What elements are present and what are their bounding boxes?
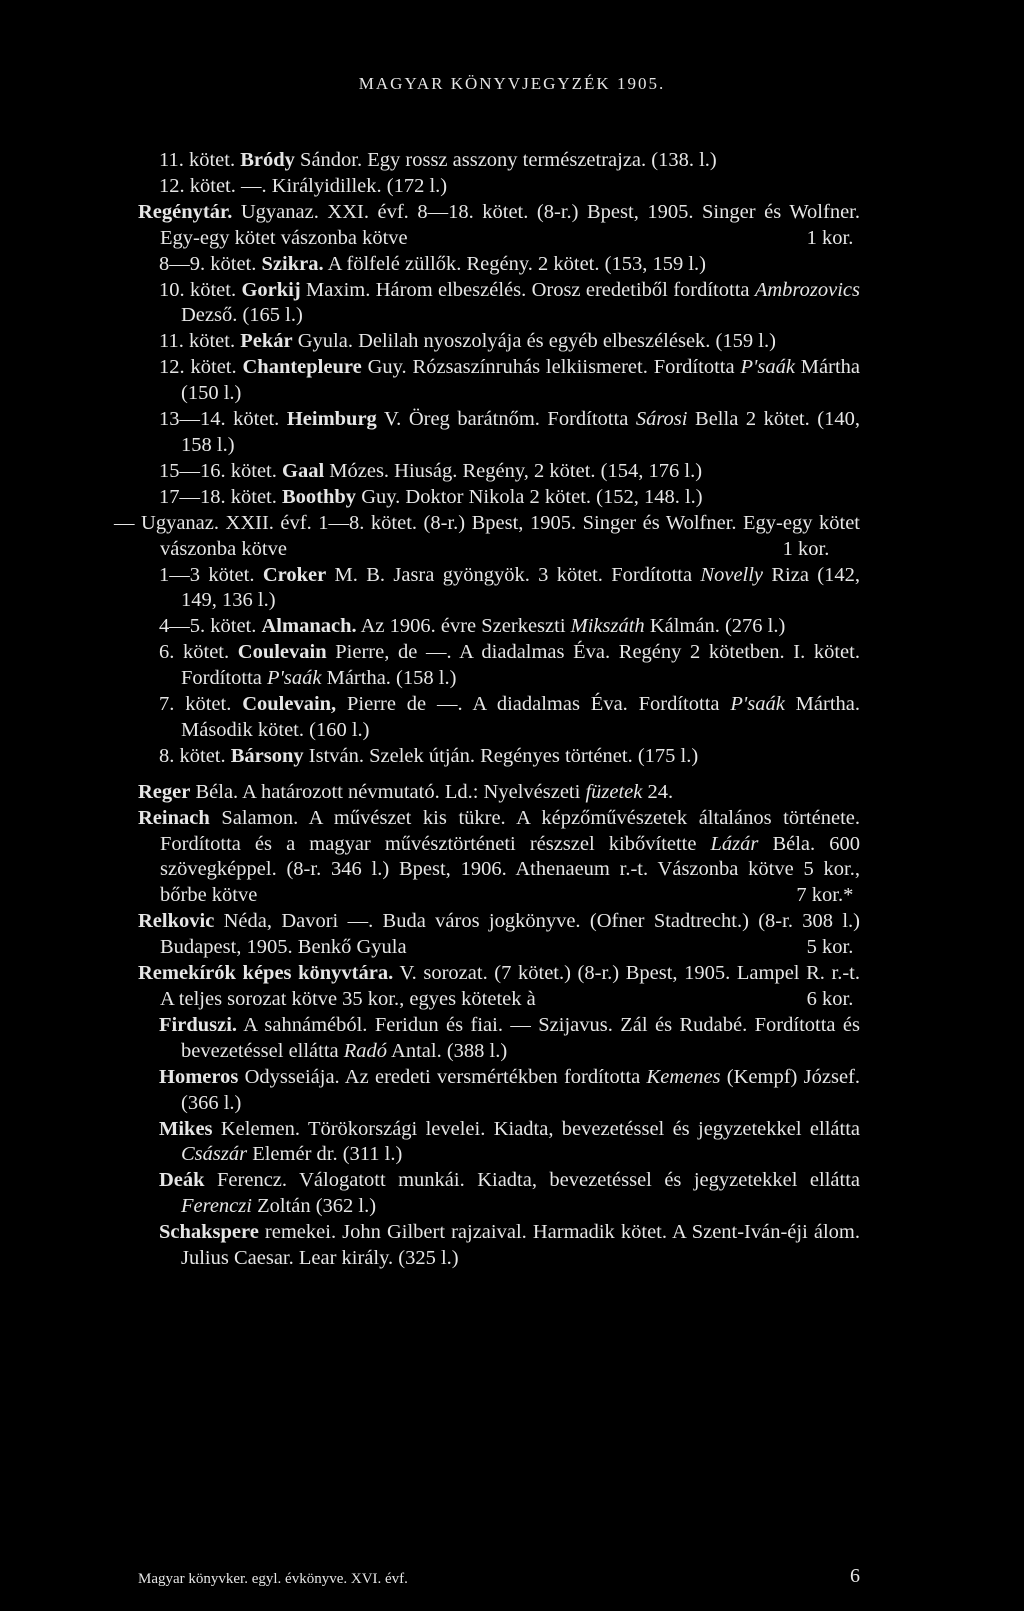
author-name: Mikes: [159, 1117, 213, 1140]
author-name: Coulevain,: [242, 693, 337, 716]
author-name: Bródy: [240, 149, 295, 171]
price: 7 kor.*: [796, 884, 854, 907]
entry: Regénytár. Ugyanaz. XXI. évf. 8—18. kötet. (8-r.) Bpest, 1905. Singer és Wolfner. Egy-egy kötet vászonba kötve 1 kor.: [138, 200, 860, 252]
entry: 8—9. kötet. Szikra. A fölfelé züllők. Regény. 2 kötet. (153, 159 l.): [159, 252, 706, 275]
entry: 7. kötet. Coulevain, Pierre de —. A diadalmas Éva. Fordította P'saák Mártha. Második kötet. (160 l.): [159, 693, 860, 741]
entry: 11. kötet. Pekár Gyula. Delilah nyoszolyája és egyéb elbeszélések. (159 l.): [159, 330, 776, 353]
title-name: Almanach.: [261, 615, 357, 638]
translator-name: Radó: [343, 1039, 388, 1062]
entry: 8. kötet. Bársony István. Szelek útján. Regényes történet. (175 l.): [159, 744, 699, 767]
page-number: 6: [850, 1565, 860, 1587]
editor-name: Mikszáth: [570, 615, 645, 638]
entry: Relkovic Néda, Davori —. Buda város jogkönyve. (Ofner Stadtrecht.) (8-r. 308 l.) Budapest, 1905. Benkő Gyula 5 kor.: [138, 909, 860, 961]
entry: 12. kötet. Chantepleure Guy. Rózsaszínruhás lelkiismeret. Fordította P'saák Mártha (150 l.): [159, 356, 860, 405]
author-name: Relkovic: [138, 910, 215, 933]
entry: 10. kötet. Gorkij Maxim. Három elbeszélés. Orosz eredetiből fordította Ambrozovics Dezső. (165 l.): [159, 278, 860, 327]
author-name: Homeros: [159, 1065, 239, 1088]
author-name: Boothby: [282, 485, 357, 508]
running-footer: [138, 1565, 860, 1588]
entry: Reger Béla. A határozott névmutató. Ld.: Nyelvészeti füzetek 24.: [138, 780, 674, 803]
author-name: Heimburg: [286, 408, 377, 431]
entry: 6. kötet. Coulevain Pierre, de —. A diadalmas Éva. Regény 2 kötetben. I. kötet. Fordította P'saák Mártha. (158 l.): [159, 641, 860, 690]
entry: 15—16. kötet. Gaal Mózes. Hiuság. Regény, 2 kötet. (154, 176 l.): [159, 459, 703, 482]
author-name: Deák: [159, 1169, 205, 1192]
entry: 4—5. kötet. Almanach. Az 1906. évre Szerkeszti Mikszáth Kálmán. (276 l.): [159, 615, 786, 638]
price: 6 kor.: [806, 988, 854, 1010]
entry: — Ugyanaz. XXII. évf. 1—8. kötet. (8-r.) Bpest, 1905. Singer és Wolfner. Egy-egy kötet vászonba kötve 1 kor.: [114, 511, 860, 563]
translator-name: Ambrozovics: [754, 278, 860, 301]
price: 1 kor.: [806, 226, 854, 249]
author-name: Bársony: [230, 744, 304, 767]
translator-name: Lázár: [710, 832, 759, 855]
entry: Reinach Salamon. A művészet kis tükre. A képzőművészetek általános története. Fordította és a magyar művésztörténeti részszel kibővítette Lázár Béla. 600 szövegképpel. (8-r. 346 l.) Bpest, 1906. Athenaeum r.-t. Vászonba kötve 5 kor., bőrbe kötve 7 kor.*: [138, 806, 860, 910]
entry: Firduszi. A sahnáméból. Feridun és fiai. — Szijavus. Zál és Rudabé. Fordította és bevezetéssel ellátta Radó Antal. (388 l.): [159, 1013, 860, 1062]
entry: 12. kötet. —. Királyidillek. (172 l.): [159, 174, 448, 197]
author-name: Schakspere: [159, 1221, 259, 1244]
editor-name: Ferenczi: [181, 1195, 252, 1218]
translator-name: Novelly: [700, 563, 764, 586]
series-ref: füzetek: [585, 780, 643, 803]
running-header: MAGYAR KÖNYVJEGYZÉK 1905.: [358, 74, 666, 93]
translator-name: P'saák: [266, 667, 322, 690]
price: 5 kor.: [806, 936, 854, 959]
entry: Remekírók képes könyvtára. V. sorozat. (7 kötet.) (8-r.) Bpest, 1905. Lampel R. r.-t. A teljes sorozat kötve 35 kor., egyes kötetek à 6 kor.: [138, 961, 860, 1013]
entry: Homeros Odysseiája. Az eredeti versmértékben fordította Kemenes (Kempf) József. (366 l.): [159, 1065, 861, 1114]
catalog-entries: [0, 148, 1024, 1272]
entry: 13—14. kötet. Heimburg V. Öreg barátnőm. Fordította Sárosi Bella 2 kötet. (140, 158 l.): [159, 408, 860, 456]
entry: 11. kötet. Bródy Sándor. Egy rossz asszony természetrajza. (138. l.): [159, 149, 717, 171]
translator-name: Sárosi: [635, 408, 688, 431]
author-name: Gaal: [282, 459, 325, 482]
author-name: Coulevain: [237, 641, 327, 664]
author-name: Reger: [138, 780, 191, 803]
translator-name: Kemenes: [646, 1065, 721, 1088]
entry: 1—3 kötet. Croker M. B. Jasra gyöngyök. 3 kötet. Fordította Novelly Riza (142, 149, 136 l.): [159, 563, 860, 612]
author-name: Reinach: [138, 806, 210, 829]
author-name: Firduszi.: [159, 1013, 238, 1036]
translator-name: P'saák: [740, 356, 795, 379]
price: 1 kor.: [782, 537, 830, 560]
footer-text: Magyar könyvker. egyl. évkönyve. XVI. évf.: [138, 1571, 408, 1587]
entry: Schakspere remekei. John Gilbert rajzaival. Harmadik kötet. A Szent-Iván-éji álom. Julius Caesar. Lear király. (325 l.): [159, 1221, 860, 1270]
translator-name: P'saák: [730, 693, 785, 716]
author-name: Gorkij: [241, 278, 301, 301]
editor-name: Császár: [181, 1143, 248, 1166]
entry: Mikes Kelemen. Törökországi levelei. Kiadta, bevezetéssel és jegyzetekkel ellátta Császár Elemér dr. (311 l.): [159, 1117, 860, 1166]
author-name: Chantepleure: [242, 356, 362, 379]
author-name: Croker: [262, 563, 327, 586]
entry: Deák Ferencz. Válogatott munkái. Kiadta, bevezetéssel és jegyzetekkel ellátta Ferenczi Zoltán (362 l.): [159, 1169, 860, 1218]
series-name: Regénytár.: [138, 200, 233, 223]
author-name: Szikra.: [261, 252, 324, 275]
entry: 17—18. kötet. Boothby Guy. Doktor Nikola 2 kötet. (152, 148. l.): [159, 485, 703, 508]
author-name: Pekár: [240, 330, 293, 353]
series-name: Remekírók képes könyvtára.: [138, 962, 394, 985]
